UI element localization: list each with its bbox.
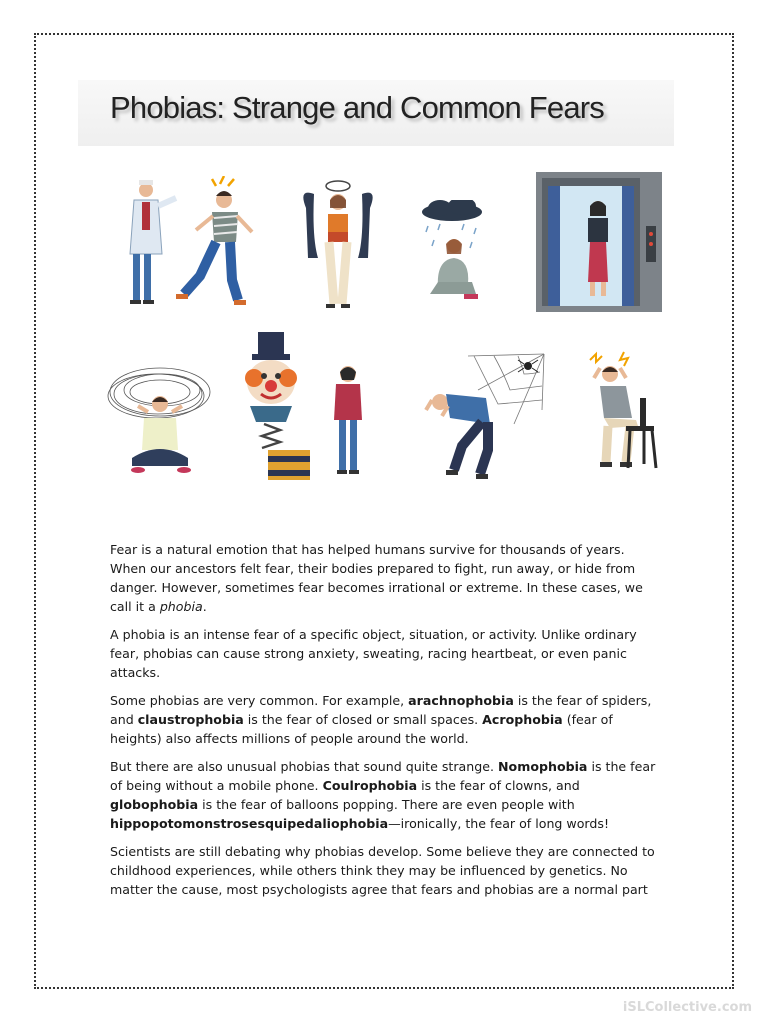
paragraph-5: Scientists are still debating why phobias develop. Some believe they are connected to childhood experiences, while others think they may be influenced by genetics. No matter the cause, most psychologists agree that fears and phobias are a normal part <box>110 844 655 897</box>
headache-chair-icon <box>586 350 666 482</box>
term-acrophobia: Acrophobia <box>482 712 563 727</box>
term-globophobia: globophobia <box>110 797 199 812</box>
elevator-claustrophobia-icon <box>536 172 662 312</box>
term-coulrophobia: Coulrophobia <box>322 778 418 793</box>
article-body <box>110 540 658 908</box>
rain-cloud-fear-icon <box>416 200 488 310</box>
anxious-scribble-icon <box>104 362 216 482</box>
term-claustrophobia: claustrophobia <box>137 712 244 727</box>
term-hippopotomonstrosesquipedaliophobia: hippopotomonstrosesquipedaliophobia <box>110 816 389 831</box>
term-nomophobia: Nomophobia <box>498 759 588 774</box>
paragraph-2: A phobia is an intense fear of a specific object, situation, or activity. Unlike ordinary fear, phobias can cause strong anxiety, sweating, racing heartbeat, or even panic attacks. <box>110 627 637 680</box>
term-arachnophobia: arachnophobia <box>408 693 514 708</box>
watermark: iSLCollective.com <box>622 1000 752 1015</box>
phobia-term: phobia <box>159 599 203 614</box>
doctor-fear-icon <box>120 176 260 314</box>
paragraph-1: Fear is a natural emotion that has helped humans survive for thousands of years. When our ancestors felt fear, their bodies prepared to fight, run away, or hide from danger. However, sometimes fear becomes irrational or extreme. In these cases, we call it a phobia. <box>110 542 643 614</box>
paragraph-4: But there are also unusual phobias that sound quite strange. Nomophobia is the fear of being without a mobile phone. Coulrophobia is the fear of clowns, and globophobia is the fear of balloons popping. There are even people with hippopotomonstrosesquipedaliophobia—ironically, the fear of long words! <box>110 759 656 831</box>
spider-web-fear-icon <box>418 350 552 484</box>
shadow-fear-icon <box>298 178 378 316</box>
page-title: Phobias: Strange and Common Fears <box>110 90 604 125</box>
paragraph-3: Some phobias are very common. For example, arachnophobia is the fear of spiders, and claustrophobia is the fear of closed or small spaces. Acrophobia (fear of heights) also affects millions of people around the world. <box>110 693 652 746</box>
clown-jack-in-box-icon <box>244 330 374 485</box>
